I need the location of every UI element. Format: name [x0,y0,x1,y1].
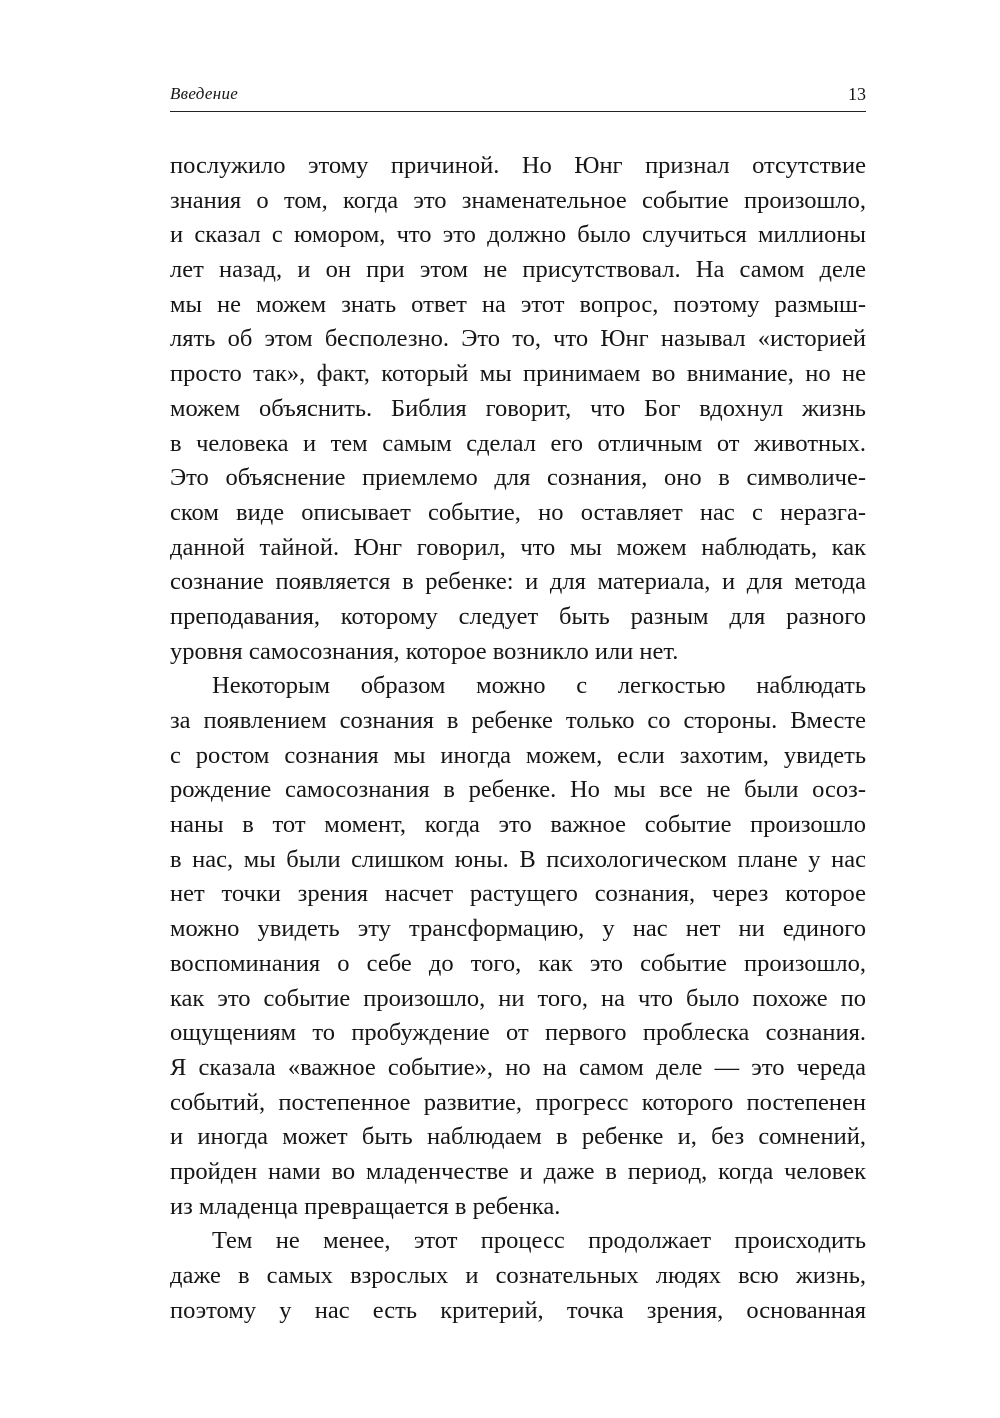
text-line: ощущениям то пробуждение от первого проблеска сознания. [170,1019,866,1047]
text-line: мы не можем знать ответ на этот вопрос, поэтому размыш- [170,290,866,318]
text-line: лять об этом бесполезно. Это то, что Юнг называл «историей [170,325,866,353]
running-header [170,82,866,108]
text-line: данной тайной. Юнг говорил, что мы можем наблюдать, как [170,533,866,561]
text-line: даже в самых взрослых и сознательных людях всю жизнь, [170,1262,866,1289]
text-line: послужило этому причиной. Но Юнг признал отсутствие [170,152,866,179]
text-line: и сказал с юмором, что это должно было случиться миллионы [170,221,866,249]
text-line: в человека и тем самым сделал его отличным от животных. [170,429,866,457]
text-line: из младенца превращается в ребенка. [170,1192,561,1220]
text-line: уровня самосознания, которое возникло или нет. [170,637,679,665]
text-line: с ростом сознания мы иногда можем, если захотим, увидеть [170,741,866,769]
text-line: в нас, мы были слишком юны. В психологическом плане у нас [170,845,866,873]
paragraph [170,669,866,1224]
text-line: Я сказала «важное событие», но на самом деле — это череда [170,1053,866,1081]
text-line: как это событие произошло, ни того, на что было похоже по [170,984,866,1012]
text-line: наны в тот момент, когда это важное событие произошло [170,811,866,839]
text-line: преподавания, которому следует быть разным для разного [170,602,866,630]
section-title: Введение [170,84,239,103]
text-line: Некоторым образом можно с легкостью наблюдать [212,672,866,700]
text-line: можем объяснить. Библия говорит, что Бог вдохнул жизнь [170,394,866,422]
text-line: просто так», факт, который мы принимаем во внимание, но не [170,360,866,388]
text-line: поэтому у нас есть критерий, точка зрения, основанная [170,1296,866,1324]
text-line: воспоминания о себе до того, как это событие произошло, [170,949,866,977]
page-number: 13 [848,84,866,104]
text-line: Это объяснение приемлемо для сознания, оно в символиче- [170,464,866,492]
text-line: лет назад, и он при этом не присутствовал. На самом деле [170,256,866,284]
header-rule [170,111,866,112]
text-line: ском виде описывает событие, но оставляет нас с неразга- [170,498,866,526]
text-line: нет точки зрения насчет растущего сознания, через которое [170,880,866,908]
text-line: можно увидеть эту трансформацию, у нас нет ни единого [170,915,866,943]
text-line: рождение самосознания в ребенке. Но мы все не были осоз- [170,776,866,804]
text-line: за появлением сознания в ребенке только со стороны. Вместе [170,707,866,734]
paragraph [170,149,866,669]
text-line: сознание появляется в ребенке: и для материала, и для метода [170,568,866,596]
body-text [170,149,866,1328]
text-line: пройден нами во младенчестве и даже в период, когда человек [170,1157,866,1185]
text-line: и иногда может быть наблюдаем в ребенке и, без сомнений, [170,1123,866,1151]
paragraph [170,1224,866,1328]
text-line: знания о том, когда это знаменательное событие произошло, [170,186,866,214]
text-line: событий, постепенное развитие, прогресс которого постепенен [170,1088,866,1116]
text-line: Тем не менее, этот процесс продолжает происходить [212,1227,866,1255]
